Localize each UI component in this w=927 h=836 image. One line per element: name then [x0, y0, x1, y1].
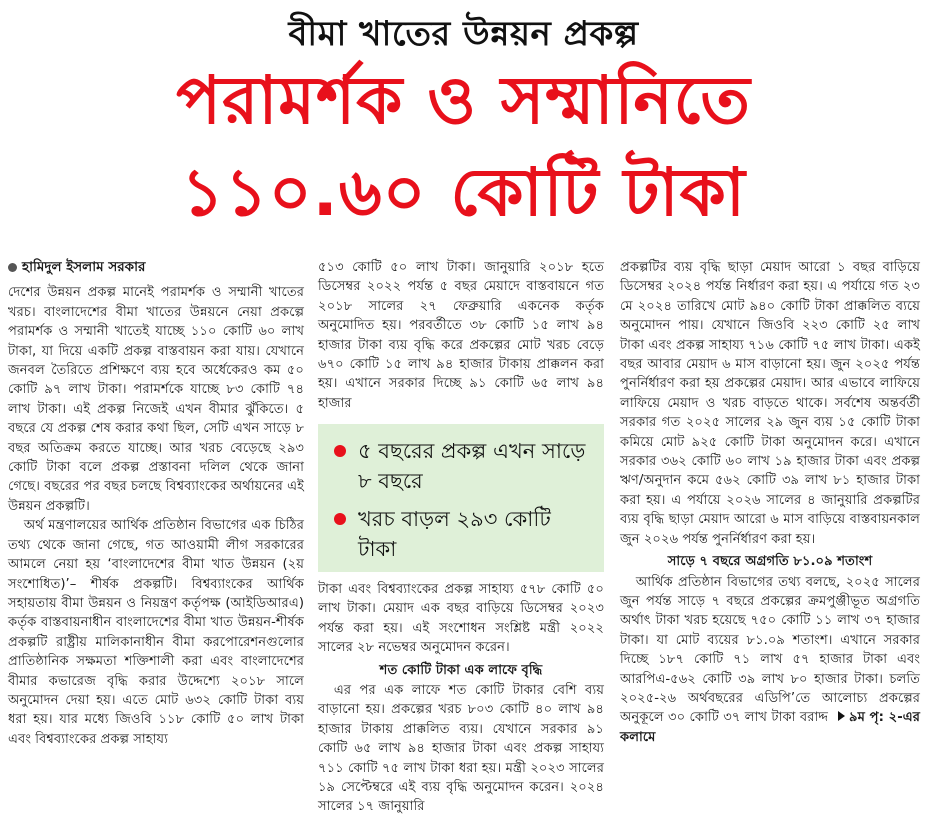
col2-paragraph-top: ৫১৩ কোটি ৫০ লাখ টাকা। জানুয়ারি ২০১৮ হতে ডিসেম্বর ২০২২ পর্যন্ত ৫ বছর মেয়াদে বাস্তবায়নে গত ২০১৮ সালের ২৭ ফেব্রুয়ারি একনেক কর্তৃক অনুমোদিত হয়। পরবর্তীতে ৩৮ কোটি ১৫ লাখ ৯৪ হাজার টাকা ব্যয় বৃদ্ধি করে প্রকল্পের মোট খরচ বেড়ে ৬৭০ কোটি ১৫ লাখ ৯৪ হাজার টাকায় প্রাক্কলন করা হয়। এখানে সরকার দিচ্ছে ৯১ কোটি ৬৫ লাখ ৯৪ হাজার [318, 260, 604, 411]
col2-subhead: শত কোটি টাকা এক লাফে বৃদ্ধি [379, 662, 543, 678]
headline-kicker: বীমা খাতের উন্নয়ন প্রকল্প [288, 14, 639, 54]
column-1 [8, 258, 304, 749]
bullet-icon [8, 263, 17, 272]
column-2-top [318, 258, 604, 413]
column-2-bottom [318, 580, 604, 817]
col3-paragraph-2-text: আর্থিক প্রতিষ্ঠান বিভাগের তথ্য বলছে, ২০২৫ সালের জুন পর্যন্ত সাড়ে ৭ বছরে প্রকল্পের ক্রমপুঞ্জীভূত অগ্রগতি অর্থাৎ টাকা খরচ হয়েছে ৭৫০ কোটি ১১ লাখ ৩৭ হাজার টাকা। যা মোট ব্যয়ের ৮১.০৯ শতাংশ। এখানে সরকার দিচ্ছে ১৮৭ কোটি ৭১ লাখ ৫৭ হাজার টাকা এবং আরপিএ-৫৬২ কোটি ৩৯ লাখ ৮০ হাজার টাকা। চলতি ২০২৫-২৬ অর্থবছরের এডিপি’তে আলোচ্য প্রকল্পের অনুকূলে ৩০ কোটি ৩৭ লাখ টাকা বরাদ্দ [620, 574, 920, 726]
col1-paragraph-2: অর্থ মন্ত্রণালয়ের আর্থিক প্রতিষ্ঠান বিভাগের এক চিঠির তথ্য থেকে জানা গেছে, গত আওয়ামী লীগ সরকারের আমলে নেয়া হয় ‘বাংলাদেশের বীমা খাত উন্নয়ন (২য় সংশোধিত)’– শীর্ষক প্রকল্পটি। বিশ্বব্যাংকের আর্থিক সহায়তায় বীমা উন্নয়ন ও নিয়ন্ত্রণ কর্তৃপক্ষ (আইডিআরএ) কর্তৃক বাস্তবায়নাধীন বাংলাদেশের বীমা খাত উন্নয়ন-শীর্ষক প্রকল্পটি রাষ্ট্রীয় মালিকানাধীন বীমা করপোরেশনগুলোর প্রাতিষ্ঠানিক সক্ষমতা শক্তিশালী করা এবং বাংলাদেশের বীমার কভারেজ বৃদ্ধি করার উদ্দেশ্যে ২০১৮ সালে অনুমোদন দেয়া হয়। এতে মোট ৬৩২ কোটি টাকা ব্যয় ধরা হয়। যার মধ্যে জিওবি ১১৮ কোটি ৫০ লাখ টাকা এবং বিশ্বব্যাংকের প্রকল্প সাহায্য [8, 518, 304, 747]
col3-subhead: সাড়ে ৭ বছরে অগ্রগতি ৮১.০৯ শতাংশ [667, 554, 873, 570]
arrow-right-icon [838, 711, 845, 721]
col1-paragraph-1: দেশের উন্নয়ন প্রকল্প মানেই পরামর্শক ও সম্মানী খাতের খরচ। বাংলাদেশের বীমা খাতের উন্নয়নে নেয়া প্রকল্পে পরামর্শক ও সম্মানী খাতেই যাচ্ছে ১১০ কোটি ৬০ লাখ টাকা, যা দিয়ে একটি প্রকল্প বাস্তবায়ন করা যায়। যেখানে জনবল তৈরিতে প্রশিক্ষণে ব্যয় হবে অর্ধেকেরও কম ৫০ কোটি ৯৭ লাখ টাকা। পরামর্শকে যাচ্ছে ৮৩ কোটি ৭৪ লাখ টাকা। এই প্রকল্প নিজেই এখন বীমার ঝুঁকিতে। ৫ বছরে যে প্রকল্প শেষ করার কথা ছিল, সেটি এখন সাড়ে ৮ বছর অতিক্রম করতে যাচ্ছে। আর খরচ বেড়েছে ২৯৩ কোটি টাকা বলে প্রকল্প প্রস্তাবনা দলিল থেকে জানা গেছে। বছরের পর বছর চলছে বিশ্বব্যাংকের অর্থায়নের এই উন্নয়ন প্রকল্পটি। [8, 285, 304, 514]
byline [8, 258, 304, 277]
highlight-box [318, 424, 604, 572]
headline-line-1: পরামর্শক ও সম্মানিতে [176, 62, 751, 139]
headline-line-2: ১১০.৬০ কোটি টাকা [181, 154, 746, 231]
col3-paragraph-2 [620, 573, 920, 748]
col2-paragraph-after: এর পর এক লাফে শত কোটি টাকার বেশি ব্যয় বাড়ানো হয়। প্রকল্পের খরচ ৮০৩ কোটি ৪০ লাখ ৯৪ হাজার টাকায় প্রাক্কলিত ব্যয়। যেখানে সরকার ৯১ কোটি ৬৫ লাখ ৯৪ হাজার টাকা এবং প্রকল্প সাহায্য ৭১১ কোটি ৭৫ লাখ টাকা ধরা হয়। মন্ত্রী ২০২৩ সালের ১৯ সেপ্টেম্বরে এই ব্যয় বৃদ্ধি অনুমোদন করেন। ২০২৪ সালের ১৭ জানুয়ারি [318, 683, 604, 815]
highlight-item-2 [334, 504, 594, 564]
red-bullet-icon [334, 445, 346, 457]
continuation-text: ৯ম পৃ: ২-এর কলামে [620, 710, 920, 745]
highlight-text-1: ৫ বছরের প্রকল্প এখন সাড়ে ৮ বছরে [358, 439, 586, 493]
col3-paragraph-1: প্রকল্পটির ব্যয় বৃদ্ধি ছাড়া মেয়াদ আরো ১ বছর বাড়িয়ে ডিসেম্বর ২০২৪ পর্যন্ত নির্ধারণ করা হয়। এ পর্যায়ে গত ২৩ মে ২০২৪ তারিখে মোট ৯৪০ কোটি টাকা প্রাক্কলিত ব্যয়ে অনুমোদন পায়। যেখানে জিওবি ২২৩ কোটি ২৫ লাখ টাকা এবং প্রকল্প সাহায্য ৭১৬ কোটি ৭৫ লাখ টাকা। একই বছর আবার মেয়াদ ৬ মাস বাড়ানো হয়। জুন ২০২৫ পর্যন্ত পুনর্নির্ধারণ করা হয় প্রকল্পের মেয়াদ। আর এভাবে লাফিয়ে লাফিয়ে মেয়াদ ও খরচ বাড়তে থাকে। সর্বশেষ অন্তর্বর্তী সরকার গত ২০২৫ সালের ২৯ জুন ব্যয় ১৫ কোটি টাকা কমিয়ে মোট ৯২৫ কোটি টাকা অনুমোদন করে। এখানে সরকার ৩৬২ কোটি ৬০ লাখ ১৯ হাজার টাকা এবং প্রকল্প ঋণ/অনুদান কমে ৫৬২ কোটি ৩৯ লাখ ৮১ হাজার টাকা করা হয়। এ পর্যায়ে ২০২৬ সালের ৪ জানুয়ারি প্রকল্পটির ব্যয় বৃদ্ধি ছাড়া মেয়াদ আরো ৬ মাস বাড়িয়ে বাস্তবায়নকাল জুন ২০২৬ পর্যন্ত পুনর্নির্ধারণ করা হয়। [620, 260, 920, 547]
column-3 [620, 258, 920, 747]
highlight-item-1 [334, 436, 594, 496]
byline-name: হামিদুল ইসলাম সরকার [22, 259, 146, 275]
highlight-text-2: খরচ বাড়ল ২৯৩ কোটি টাকা [358, 507, 551, 561]
col2-paragraph-bottom: টাকা এবং বিশ্বব্যাংকের প্রকল্প সাহায্য ৫৭৮ কোটি ৫০ লাখ টাকা। মেয়াদ এক বছর বাড়িয়ে ডিসেম্বর ২০২৩ পর্যন্ত করা হয়। এই সংশোধন সংশ্লিষ্ট মন্ত্রী ২০২২ সালের ২৮ নভেম্বর অনুমোদন করেন। [318, 582, 604, 656]
red-bullet-icon [334, 513, 346, 525]
